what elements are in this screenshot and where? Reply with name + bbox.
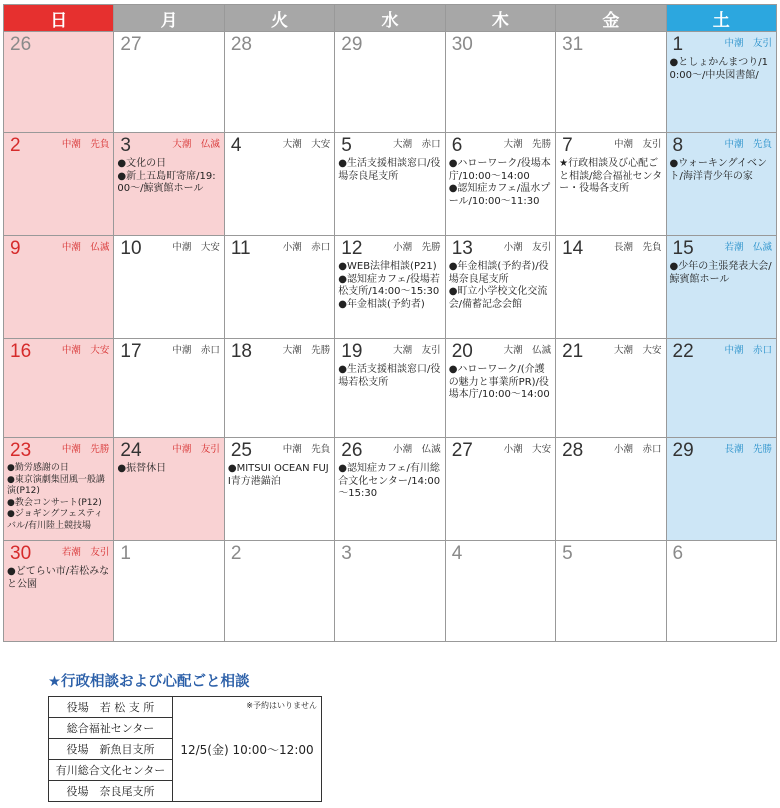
tide-rokuyo-label: 小潮 大安 <box>503 444 552 455</box>
weekday-tue: 火 <box>224 5 334 32</box>
tide-rokuyo-label: 大潮 友引 <box>393 345 441 356</box>
day-events <box>4 260 113 261</box>
tide-rokuyo-label: 中潮 仏滅 <box>61 242 110 253</box>
tide-rokuyo-label: 大潮 仏滅 <box>503 345 552 356</box>
day-events <box>667 363 776 364</box>
day-number: 5 <box>341 135 352 156</box>
day-events <box>225 363 334 364</box>
tide-rokuyo-label: 大潮 赤口 <box>393 139 441 150</box>
consultation-datetime-cell <box>173 697 322 802</box>
day-events <box>556 260 665 261</box>
tide-rokuyo-label: 中潮 赤口 <box>172 345 220 356</box>
day-number: 26 <box>341 440 363 461</box>
day-events <box>114 260 223 261</box>
day-events: ●どてらい市/若松みなと公園 <box>7 566 110 590</box>
consultation-section <box>48 670 250 691</box>
weekday-mon: 月 <box>114 5 224 32</box>
calendar-day-cell <box>4 133 114 236</box>
day-number: 6 <box>451 135 463 156</box>
calendar-day-cell <box>4 32 114 133</box>
calendar-day-cell <box>224 541 334 642</box>
day-number: 27 <box>120 34 142 55</box>
day-number: 9 <box>10 238 21 259</box>
tide-rokuyo-label: 大潮 大安 <box>282 139 331 150</box>
consultation-place: 役場 新魚目支所 <box>49 739 173 760</box>
calendar-day-cell <box>666 339 776 438</box>
tide-rokuyo-label: 大潮 仏滅 <box>172 139 220 150</box>
day-number: 7 <box>562 135 573 156</box>
day-events <box>446 56 555 57</box>
calendar-week-row <box>4 438 777 541</box>
day-number: 23 <box>10 440 32 461</box>
tide-rokuyo-label: 中潮 赤口 <box>724 345 772 356</box>
day-events <box>114 565 223 566</box>
day-events: ●文化の日 ●新上五島町寄席/19:00～/鯨賓館ホール <box>117 158 216 194</box>
day-number: 8 <box>672 135 684 156</box>
day-number: 25 <box>230 440 252 461</box>
calendar-day-cell <box>556 541 666 642</box>
day-events <box>225 565 334 566</box>
day-events: ●振替休日 <box>117 463 167 474</box>
day-number: 17 <box>120 341 142 362</box>
tide-rokuyo-label: 大潮 先勝 <box>503 139 552 150</box>
tide-rokuyo-label: 小潮 先勝 <box>393 242 441 253</box>
calendar-day-cell <box>335 236 445 339</box>
calendar-day-cell <box>335 32 445 133</box>
day-events: ●WEB法律相談(P21) ●認知症カフェ/役場若松支所/14:00～15:30 ●年金相談(予約者) <box>338 261 440 310</box>
day-number: 6 <box>672 543 684 564</box>
tide-rokuyo-label: 中潮 先勝 <box>61 444 110 455</box>
weekday-thu: 木 <box>445 5 555 32</box>
tide-rokuyo-label: 中潮 先負 <box>724 139 772 150</box>
calendar-day-cell <box>114 339 224 438</box>
calendar-day-cell <box>445 32 555 133</box>
weekday-wed: 水 <box>335 5 445 32</box>
tide-rokuyo-label: 小潮 赤口 <box>282 242 331 253</box>
calendar-day-cell <box>445 236 555 339</box>
day-events: ●認知症カフェ/有川総合文化センター/14:00～15:30 <box>338 463 441 499</box>
calendar-day-cell <box>335 438 445 541</box>
day-events <box>556 363 665 364</box>
calendar-day-cell <box>335 339 445 438</box>
calendar-day-cell <box>4 339 114 438</box>
day-events: ●生活支援相談窓口/役場若松支所 <box>338 364 441 388</box>
day-events <box>114 56 223 57</box>
calendar-week-row <box>4 133 777 236</box>
day-number: 24 <box>120 440 142 461</box>
calendar-day-cell <box>114 438 224 541</box>
day-events <box>4 157 113 158</box>
tide-rokuyo-label: 中潮 大安 <box>172 242 220 253</box>
calendar-day-cell <box>4 438 114 541</box>
weekday-sat: 土 <box>666 5 776 32</box>
consultation-place: 有川総合文化センター <box>49 760 173 781</box>
tide-rokuyo-label: 中潮 大安 <box>61 345 110 356</box>
day-events <box>335 56 444 57</box>
calendar-day-cell <box>666 438 776 541</box>
day-events <box>446 462 555 463</box>
day-events <box>225 260 334 261</box>
calendar-day-cell <box>224 339 334 438</box>
calendar-day-cell <box>445 339 555 438</box>
consultation-place: 総合福祉センター <box>49 718 173 739</box>
calendar-day-cell <box>556 133 666 236</box>
tide-rokuyo-label: 中潮 先負 <box>282 444 331 455</box>
calendar-day-cell <box>666 541 776 642</box>
calendar-day-cell <box>556 236 666 339</box>
day-events <box>114 363 223 364</box>
day-number: 1 <box>672 34 684 55</box>
day-number: 14 <box>562 238 584 259</box>
calendar-day-cell <box>445 133 555 236</box>
consultation-title: ★行政相談および心配ごと相談 <box>48 674 250 690</box>
day-number: 29 <box>672 440 694 461</box>
calendar-day-cell <box>556 32 666 133</box>
calendar-week-row <box>4 541 777 642</box>
day-number: 28 <box>230 34 252 55</box>
consultation-datetime: 12/5(金) 10:00～12:00 <box>180 742 314 757</box>
tide-rokuyo-label: 大潮 大安 <box>614 345 662 356</box>
day-number: 30 <box>451 34 473 55</box>
calendar-day-cell <box>114 541 224 642</box>
day-number: 4 <box>451 543 463 564</box>
day-events <box>556 56 665 57</box>
calendar-day-cell <box>335 541 445 642</box>
tide-rokuyo-label: 長潮 先勝 <box>724 444 772 455</box>
day-number: 2 <box>230 543 242 564</box>
calendar-day-cell <box>666 236 776 339</box>
consultation-table <box>48 696 322 802</box>
calendar-day-cell <box>4 236 114 339</box>
day-events: ●勤労感謝の日 ●東京演劇集団風一般講演(P12) ●教会コンサート(P12) ●ジョギングフェスティバル/有川陸上競技場 <box>7 463 105 531</box>
day-number: 16 <box>10 341 32 362</box>
consultation-place: 役場 奈良尾支所 <box>49 781 173 802</box>
calendar-day-cell <box>224 133 334 236</box>
reservation-note: ※予約はいりません <box>246 701 317 710</box>
calendar-day-cell <box>556 339 666 438</box>
weekday-fri: 金 <box>556 5 666 32</box>
day-events: ●ウォーキングイベント/海洋青少年の家 <box>669 158 768 182</box>
calendar-week-row <box>4 236 777 339</box>
day-number: 5 <box>562 543 573 564</box>
day-events: ★行政相談及び心配ごと相談/総合福祉センター・役場各支所 <box>559 158 663 194</box>
calendar-day-cell <box>224 236 334 339</box>
day-number: 1 <box>120 543 131 564</box>
day-number: 3 <box>341 543 352 564</box>
consultation-place: 役場 若 松 支 所 <box>49 697 173 718</box>
tide-rokuyo-label: 中潮 友引 <box>614 139 662 150</box>
tide-rokuyo-label: 長潮 先負 <box>614 242 662 253</box>
consultation-row <box>49 697 322 718</box>
day-number: 18 <box>230 341 252 362</box>
tide-rokuyo-label: 中潮 友引 <box>172 444 220 455</box>
tide-rokuyo-label: 中潮 先負 <box>61 139 110 150</box>
day-number: 27 <box>451 440 473 461</box>
day-number: 11 <box>230 238 251 259</box>
tide-rokuyo-label: 中潮 友引 <box>724 38 772 49</box>
day-events <box>4 56 113 57</box>
day-number: 10 <box>120 238 142 259</box>
day-events: ●ハローワーク/(介護の魅力と事業所PR)/役場本庁/10:00～14:00 <box>448 364 550 400</box>
day-number: 19 <box>341 341 363 362</box>
day-number: 31 <box>562 34 584 55</box>
day-events: ●MITSUI OCEAN FUJI青方港錨泊 <box>227 463 329 487</box>
day-number: 29 <box>341 34 363 55</box>
calendar-day-cell <box>114 133 224 236</box>
day-events <box>335 565 444 566</box>
tide-rokuyo-label: 大潮 先勝 <box>282 345 331 356</box>
weekday-sun: 日 <box>4 5 114 32</box>
calendar-day-cell <box>335 133 445 236</box>
day-events <box>667 462 776 463</box>
calendar-day-cell <box>224 32 334 133</box>
calendar <box>3 4 777 642</box>
day-number: 15 <box>672 238 694 259</box>
day-events: ●ハローワーク/役場本庁/10:00～14:00 ●認知症カフェ/温水プール/10:00～11:30 <box>448 158 551 207</box>
calendar-week-row <box>4 339 777 438</box>
tide-rokuyo-label: 若潮 仏滅 <box>724 242 772 253</box>
day-number: 2 <box>10 135 21 156</box>
calendar-day-cell <box>666 133 776 236</box>
calendar-day-cell <box>4 541 114 642</box>
day-number: 3 <box>120 135 131 156</box>
tide-rokuyo-label: 小潮 仏滅 <box>393 444 441 455</box>
calendar-day-cell <box>114 32 224 133</box>
day-number: 26 <box>10 34 32 55</box>
day-events <box>446 565 555 566</box>
day-number: 28 <box>562 440 584 461</box>
calendar-week-row <box>4 32 777 133</box>
day-events: ●としょかんまつり/10:00～/中央図書館/ <box>669 57 768 81</box>
day-events <box>556 462 665 463</box>
day-events: ●生活支援相談窓口/役場奈良尾支所 <box>338 158 441 182</box>
tide-rokuyo-label: 小潮 友引 <box>503 242 552 253</box>
day-number: 21 <box>562 341 584 362</box>
calendar-day-cell <box>666 32 776 133</box>
day-number: 12 <box>341 238 363 259</box>
day-events: ●年金相談(予約者)/役場奈良尾支所 ●町立小学校文化交流会/備蓄記念会館 <box>448 261 549 310</box>
day-number: 30 <box>10 543 32 564</box>
day-events: ●少年の主張発表大会/鯨賓館ホール <box>669 261 772 285</box>
tide-rokuyo-label: 小潮 赤口 <box>614 444 662 455</box>
calendar-day-cell <box>445 541 555 642</box>
day-number: 20 <box>451 341 473 362</box>
weekday-header-row <box>4 5 777 32</box>
calendar-day-cell <box>445 438 555 541</box>
day-events <box>667 565 776 566</box>
day-events <box>225 56 334 57</box>
tide-rokuyo-label: 若潮 友引 <box>61 547 110 558</box>
day-events <box>556 565 665 566</box>
calendar-day-cell <box>556 438 666 541</box>
day-events <box>225 157 334 158</box>
calendar-day-cell <box>224 438 334 541</box>
day-events <box>4 363 113 364</box>
day-number: 13 <box>451 238 473 259</box>
day-number: 4 <box>230 135 242 156</box>
day-number: 22 <box>672 341 694 362</box>
calendar-day-cell <box>114 236 224 339</box>
